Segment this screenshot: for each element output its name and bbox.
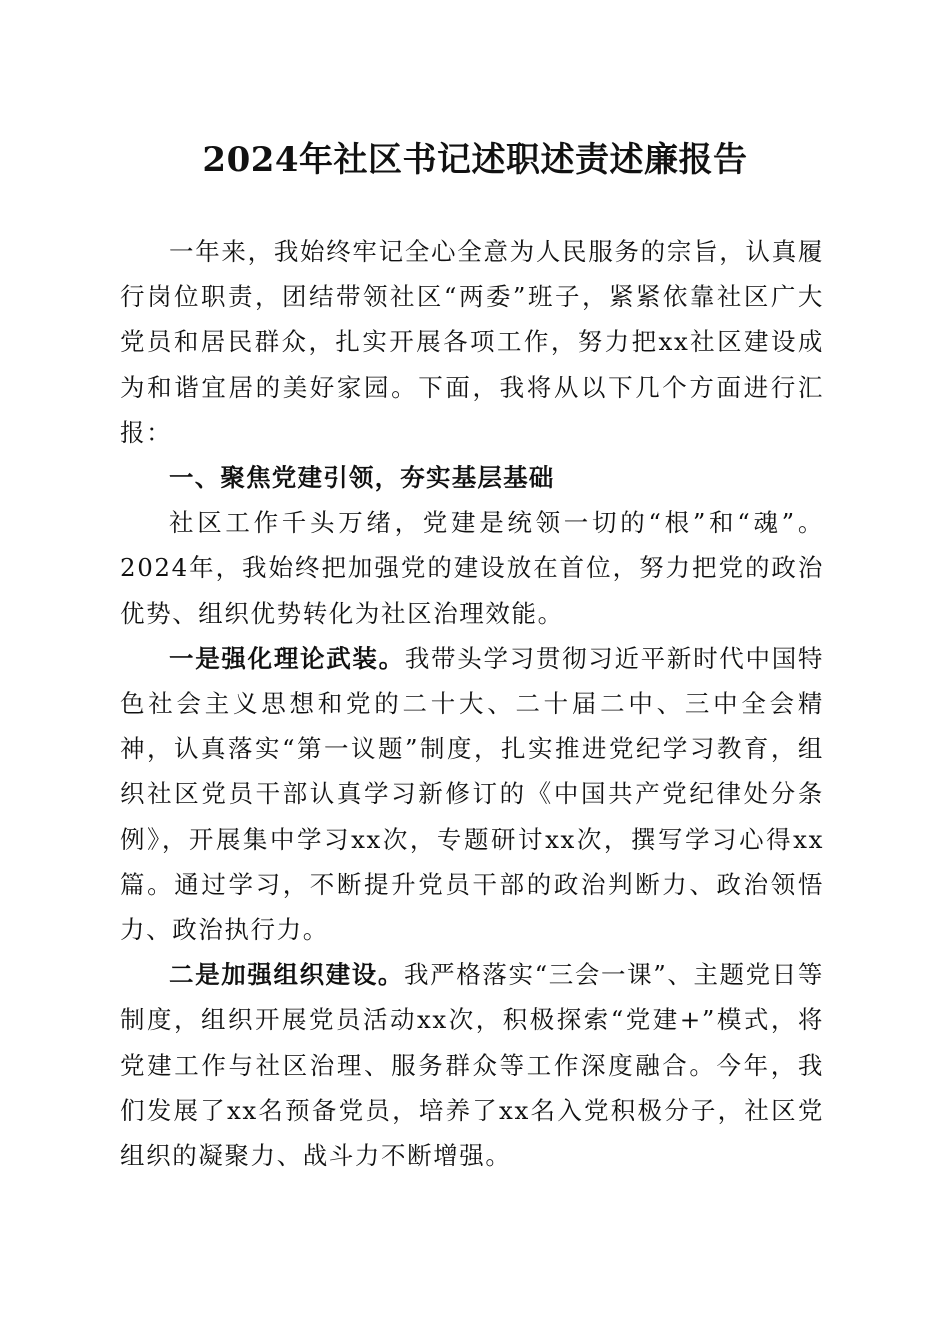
item-text-organization: 我严格落实“三会一课”、主题党日等制度，组织开展党员活动xx次，积极探索“党建+”模式，将党建工作与社区治理、服务群众等工作深度融合。今年，我们发展了xx名预备党员，培养了xx名入党积极分子，社区党组织的凝聚力、战斗力不断增强。 <box>120 960 824 1171</box>
intro-paragraph: 一年来，我始终牢记全心全意为人民服务的宗旨，认真履行岗位职责，团结带领社区“两委”班子，紧紧依靠社区广大党员和居民群众，扎实开展各项工作，努力把xx社区建设成为和谐宜居的美好家园。下面，我将从以下几个方面进行汇报： <box>120 237 824 447</box>
item-text-theory: 我带头学习贯彻习近平新时代中国特色社会主义思想和党的二十大、二十届二中、三中全会精神，认真落实“第一议题”制度，扎实推进党纪学习教育，组织社区党员干部认真学习新修订的《中国共产党纪律处分条例》，开展集中学习xx次，专题研讨xx次，撰写学习心得xx篇。通过学习，不断提升党员干部的政治判断力、政治领悟力、政治执行力。 <box>120 643 824 945</box>
item-paragraph-organization <box>120 952 824 1178</box>
section-intro-paragraph: 社区工作千头万绪，党建是统领一切的“根”和“魂”。2024年，我始终把加强党的建设放在首位，努力把党的政治优势、组织优势转化为社区治理效能。 <box>120 508 824 628</box>
item-lead-theory: 一是强化理论武装。 <box>169 643 405 673</box>
document-body <box>120 229 824 1178</box>
section-heading: 一、聚焦党建引领，夯实基层基础 <box>169 463 555 493</box>
item-lead-organization: 二是加强组织建设。 <box>169 960 405 990</box>
item-paragraph-theory <box>120 636 824 952</box>
document-title: 2024年社区书记述职述责述廉报告 <box>202 140 748 180</box>
